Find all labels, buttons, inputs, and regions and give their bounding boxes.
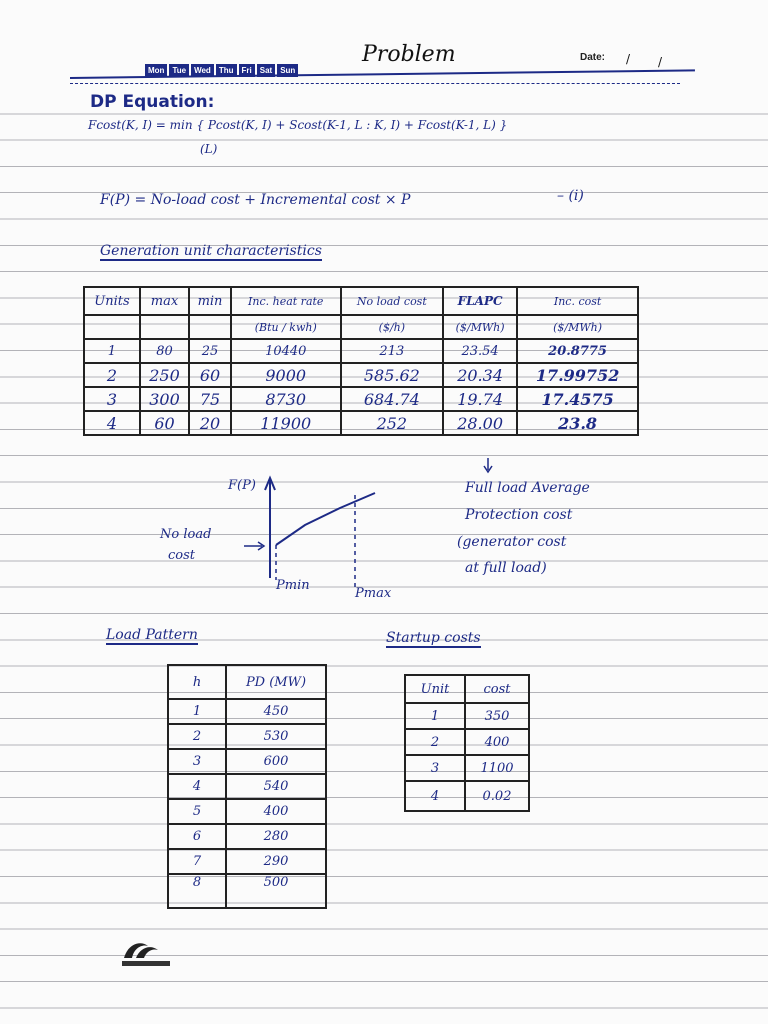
graph-ylabel: F(P) [228, 478, 256, 493]
table-cell: 1 [405, 703, 465, 729]
table-cell: 1100 [465, 755, 529, 781]
table-cell: 17.99752 [517, 363, 638, 387]
pmax-label: Pmax [355, 586, 392, 601]
table-cell: 400 [465, 729, 529, 755]
load-table [167, 664, 327, 909]
pmin-label: Pmin [276, 578, 310, 593]
startup-heading: Startup costs [386, 630, 481, 646]
table-cell: 28.00 [443, 411, 517, 435]
table-cell: 5 [168, 799, 226, 824]
gen-col-max: max [140, 287, 189, 315]
table-cell: 8 [168, 874, 226, 908]
day-wed: Wed [191, 64, 214, 77]
cost-curve-line [276, 493, 375, 545]
dp-heading: DP Equation: [90, 92, 215, 112]
load-col-hour: h [168, 665, 226, 699]
gen-col-noload: No load cost [341, 287, 443, 315]
table-cell: 4 [168, 774, 226, 799]
table-row [168, 749, 326, 774]
table-cell: 10440 [231, 339, 341, 363]
noload-label-2: cost [168, 548, 196, 563]
day-tue: Tue [169, 64, 189, 77]
table-cell: 19.74 [443, 387, 517, 411]
table-cell: 20.8775 [517, 339, 638, 363]
table-cell: 25 [189, 339, 231, 363]
table-cell: 11900 [231, 411, 341, 435]
table-cell: 585.62 [341, 363, 443, 387]
table-cell: 60 [189, 363, 231, 387]
cost-equation-tag: – (i) [557, 188, 584, 204]
table-cell: 540 [226, 774, 326, 799]
table-cell: 8730 [231, 387, 341, 411]
table-row [405, 729, 529, 755]
table-cell: 3 [168, 749, 226, 774]
table-cell: 280 [226, 824, 326, 849]
gen-col-units: Units [84, 287, 140, 315]
table-cell: 250 [140, 363, 189, 387]
noload-label-1: No load [160, 527, 212, 542]
table-cell: 9000 [231, 363, 341, 387]
gen-unit-label: (Btu / kwh) [231, 315, 341, 339]
table-cell: 20 [189, 411, 231, 435]
table-row [168, 774, 326, 799]
table-cell: 1 [168, 699, 226, 724]
gen-col-inc-cost: Inc. cost [517, 287, 638, 315]
gen-unit-label: ($/h) [341, 315, 443, 339]
gen-unit-label: ($/MWh) [517, 315, 638, 339]
startup-col-unit: Unit [405, 675, 465, 703]
table-cell: 350 [465, 703, 529, 729]
table-cell: 0.02 [465, 781, 529, 811]
brand-logo-icon [118, 936, 174, 970]
table-cell: 300 [140, 387, 189, 411]
day-sat: Sat [257, 64, 275, 77]
table-row [168, 724, 326, 749]
table-cell: 17.4575 [517, 387, 638, 411]
dp-equation: Fcost(K, I) = min { Pcost(K, I) + Scost(K-1, L : K, I) + Fcost(K-1, L) } [88, 118, 508, 132]
table-cell: 290 [226, 849, 326, 874]
startup-header-row [405, 675, 529, 703]
load-heading: Load Pattern [106, 627, 198, 643]
table-row [168, 874, 326, 908]
gen-col-heat-rate: Inc. heat rate [231, 287, 341, 315]
gen-col-min: min [189, 287, 231, 315]
table-cell: 2 [168, 724, 226, 749]
table-cell: 450 [226, 699, 326, 724]
load-col-demand: PD (MW) [226, 665, 326, 699]
table-cell: 2 [84, 363, 140, 387]
table-cell: 3 [405, 755, 465, 781]
table-cell: 213 [341, 339, 443, 363]
table-row [405, 703, 529, 729]
table-cell: 400 [226, 799, 326, 824]
cost-equation: F(P) = No-load cost + Incremental cost × P [100, 192, 411, 208]
table-cell: 1 [84, 339, 140, 363]
table-row [168, 799, 326, 824]
table-cell: 600 [226, 749, 326, 774]
date-label: Date: [580, 52, 606, 63]
dp-equation-sub: (L) [200, 142, 218, 156]
day-sun: Sun [277, 64, 298, 77]
load-header-row [168, 665, 326, 699]
table-cell: 20.34 [443, 363, 517, 387]
table-cell: 500 [226, 874, 326, 908]
table-row [168, 849, 326, 874]
flapc-note-3: (generator cost [457, 534, 567, 550]
table-row [168, 824, 326, 849]
date-slash-1: / [626, 52, 631, 66]
day-fri: Fri [239, 64, 255, 77]
table-cell: 60 [140, 411, 189, 435]
startup-table [404, 674, 530, 812]
gen-col-flapc: FLAPC [443, 287, 517, 315]
table-cell: 530 [226, 724, 326, 749]
page-title: Problem [362, 42, 456, 67]
table-cell: 252 [341, 411, 443, 435]
table-cell: 684.74 [341, 387, 443, 411]
table-cell: 80 [140, 339, 189, 363]
table-row [168, 699, 326, 724]
table-cell: 6 [168, 824, 226, 849]
table-cell: 3 [84, 387, 140, 411]
table-cell: 4 [405, 781, 465, 811]
day-mon: Mon [145, 64, 167, 77]
table-cell: 23.8 [517, 411, 638, 435]
flapc-note-4: at full load) [465, 560, 547, 576]
table-cell: 23.54 [443, 339, 517, 363]
flapc-note-1: Full load Average [465, 480, 590, 496]
table-row [405, 755, 529, 781]
table-cell: 75 [189, 387, 231, 411]
startup-col-cost: cost [465, 675, 529, 703]
flapc-note-2: Protection cost [465, 507, 573, 523]
date-slash-2: / [658, 55, 663, 69]
gen-unit-label: ($/MWh) [443, 315, 517, 339]
table-cell: 7 [168, 849, 226, 874]
gen-heading: Generation unit characteristics [100, 243, 322, 259]
table-row [405, 781, 529, 811]
day-thu: Thu [216, 64, 237, 77]
table-cell: 4 [84, 411, 140, 435]
table-cell: 2 [405, 729, 465, 755]
